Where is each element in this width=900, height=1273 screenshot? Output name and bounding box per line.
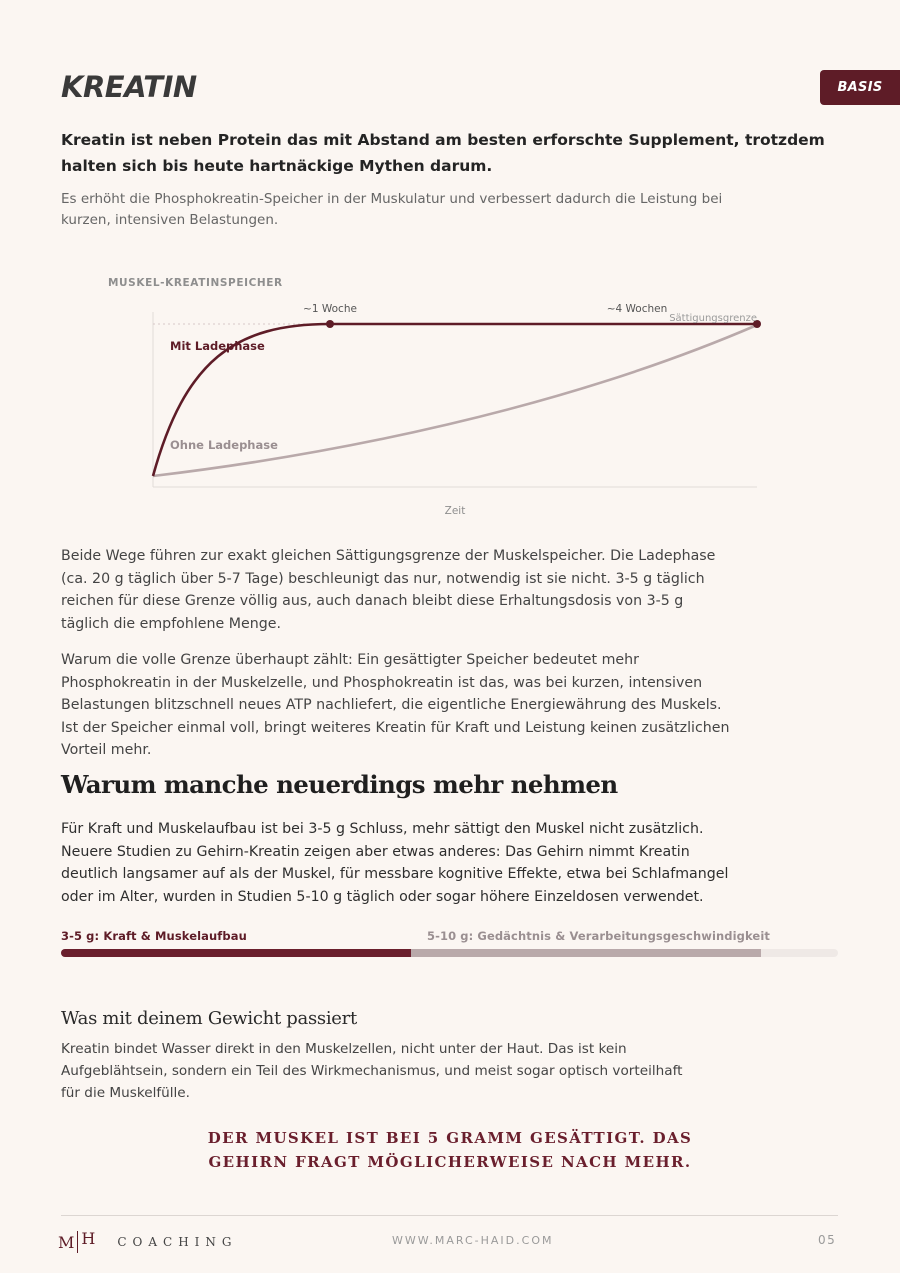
- series-label-with-loading: Mit Ladephase: [170, 339, 265, 353]
- annotation-week4: ~4 Wochen: [606, 303, 668, 315]
- logo-divider: [77, 1231, 78, 1253]
- section-paragraph-dosage: Für Kraft und Muskelaufbau ist bei 3-5 g Schluss, mehr sättigt den Muskel nicht zusätzlich. Neuere Studien zu Gehirn-Kreatin zeigen aber etwas anderes: Das Gehirn nimmt Kreatin deutlich langsamer auf als der Muskel, für messbare kognitive Effekte, etwa bei Schlafmangel oder im Alter, wurden in Studien 5-10 g täglich oder sogar höhere Einzeldosen verwendet.: [61, 821, 729, 905]
- section-heading-dosage: Warum manche neuerdings mehr nehmen: [61, 770, 618, 799]
- logo-letter-h: H: [81, 1228, 96, 1248]
- section-paragraph-weight: Kreatin bindet Wasser direkt in den Muskelzellen, nicht unter der Haut. Das ist kein Aufgeblähtsein, sondern ein Teil des Wirkmechanismus, und meist sogar optisch vorteilhaft für die Muskelfülle.: [61, 1041, 683, 1101]
- annotation-week1: ~1 Woche: [303, 303, 357, 315]
- section-heading-weight: Was mit deinem Gewicht passiert: [61, 1008, 357, 1029]
- series-label-without-loading: Ohne Ladephase: [170, 438, 278, 452]
- range-label-high: 5-10 g: Gedächtnis & Verarbeitungsgeschwindigkeit: [427, 929, 770, 943]
- body-paragraph-2: Warum die volle Grenze überhaupt zählt: Ein gesättigter Speicher bedeutet mehr Phosphokreatin in der Muskelzelle, und Phosphokreatin ist das, was bei kurzen, intensiven Belastungen blitzschnell neues ATP nachliefert, die eigentliche Energiewährung des Muskels. Ist der Speicher einmal voll, bringt weiteres Kreatin für Kraft und Leistung keinen zusätzlichen Vorteil mehr.: [61, 652, 730, 759]
- logo-text: COACHING: [117, 1235, 238, 1249]
- category-badge: BASIS: [820, 70, 900, 105]
- dose-range-bar: [61, 949, 838, 957]
- pull-quote-line-1: DER MUSKEL IST BEI 5 GRAMM GESÄTTIGT. DAS: [207, 1129, 693, 1147]
- creatine-storage-chart: [100, 270, 780, 525]
- page-title: KREATIN: [61, 70, 197, 104]
- pull-quote: [150, 1126, 750, 1174]
- page-number: 05: [818, 1233, 837, 1247]
- body-paragraph-1: Beide Wege führen zur exakt gleichen Sättigungsgrenze der Muskelspeicher. Die Ladephase (ca. 20 g täglich über 5-7 Tage) beschleunigt das nur, notwendig ist sie nicht. 3-5 g täglich reichen für diese Grenze völlig aus, auch danach bleibt diese Erhaltungsdosis von 3-5 g täglich die empfohlene Menge.: [61, 548, 716, 632]
- point-week1: [326, 320, 334, 328]
- annotation-limit: Sättigungsgrenze: [669, 313, 757, 324]
- chart-title: MUSKEL-KREATINSPEICHER: [108, 277, 283, 289]
- footer-url[interactable]: WWW.MARC-HAID.COM: [392, 1234, 554, 1247]
- pull-quote-line-2: GEHIRN FRAGT MÖGLICHERWEISE NACH MEHR.: [208, 1153, 692, 1171]
- brand-logo: [58, 1230, 238, 1254]
- range-segment-low: [61, 949, 411, 957]
- range-label-low: 3-5 g: Kraft & Muskelaufbau: [61, 929, 247, 943]
- intro-paragraph: Es erhöht die Phosphokreatin-Speicher in der Muskulatur und verbessert dadurch die Leistung bei kurzen, intensiven Belastungen.: [61, 191, 723, 228]
- range-segment-high: [411, 949, 761, 957]
- lead-paragraph: Kreatin ist neben Protein das mit Abstand am besten erforschte Supplement, trotzdem halten sich bis heute hartnäckige Mythen darum.: [61, 131, 825, 175]
- x-axis-label: Zeit: [444, 505, 466, 517]
- footer-divider: [61, 1215, 838, 1216]
- logo-letter-m: M: [58, 1232, 75, 1252]
